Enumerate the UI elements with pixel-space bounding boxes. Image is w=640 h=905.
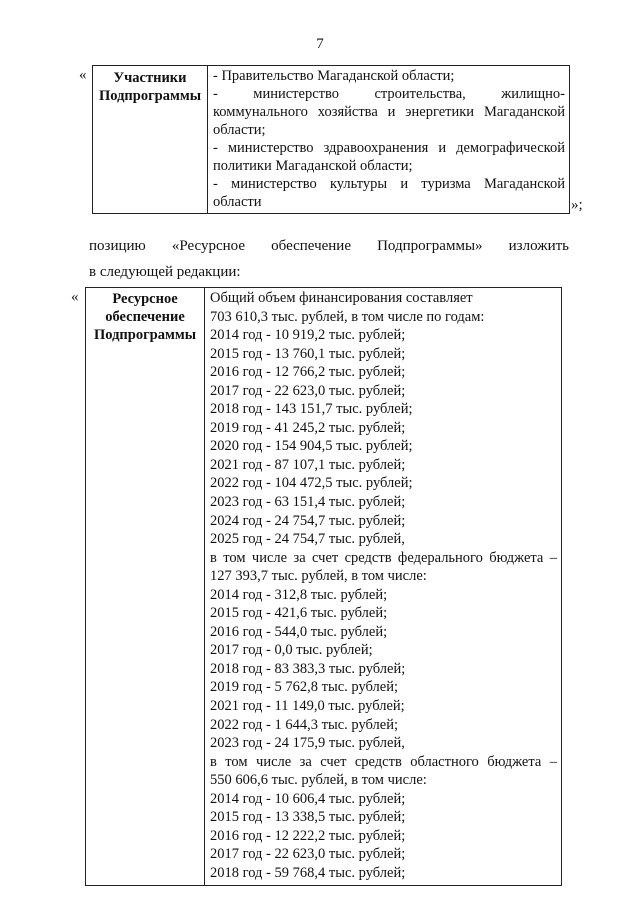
text-line: 2017 год - 22 623,0 тыс. рублей;	[210, 846, 406, 863]
open-quote-2: «	[71, 289, 79, 305]
text-line: 2015 год - 13 338,5 тыс. рублей;	[210, 809, 406, 826]
participants-table	[92, 65, 570, 214]
text-line: области;	[213, 122, 266, 138]
participants-header	[93, 66, 208, 214]
text-line: 2023 год - 63 151,4 тыс. рублей;	[210, 494, 406, 511]
text-line: 2021 год - 87 107,1 тыс. рублей;	[210, 456, 406, 473]
text-line: в том числе за счет средств областного бюджета –	[210, 753, 557, 770]
participants-header-line: Подпрограммы	[98, 88, 202, 104]
text-line: 2024 год - 24 754,7 тыс. рублей;	[210, 512, 406, 529]
text-line: 2017 год - 0,0 тыс. рублей;	[210, 642, 373, 659]
text-line: - министерство культуры и туризма Магаданской	[213, 176, 565, 192]
resources-list	[205, 288, 562, 886]
text-line: коммунального хозяйства и энергетики Магаданской	[213, 104, 565, 120]
text-line: 703 610,3 тыс. рублей, в том числе по годам:	[210, 308, 485, 325]
text-line: 2016 год - 12 766,2 тыс. рублей;	[210, 364, 406, 381]
text-line: 2022 год - 1 644,3 тыс. рублей;	[210, 716, 398, 733]
text-line: 2014 год - 10 919,2 тыс. рублей;	[210, 327, 406, 344]
text-line: в том числе за счет средств федерального бюджета –	[210, 549, 557, 566]
text-line: - министерство строительства, жилищно-	[213, 86, 565, 102]
text-line: политики Магаданской области;	[213, 158, 413, 174]
resources-header-line: обеспечение	[105, 309, 185, 325]
text-line: 2018 год - 83 383,3 тыс. рублей;	[210, 660, 406, 677]
open-quote-1: «	[79, 67, 87, 83]
resources-table	[85, 287, 562, 886]
participants-list	[208, 66, 570, 214]
page-number: 7	[316, 36, 324, 52]
text-line: 2015 год - 13 760,1 тыс. рублей;	[210, 345, 406, 362]
text-line: 127 393,7 тыс. рублей, в том числе:	[210, 568, 427, 585]
text-line: 2019 год - 41 245,2 тыс. рублей;	[210, 419, 406, 436]
text-line: - Правительство Магаданской области;	[213, 68, 455, 84]
text-line: 2021 год - 11 149,0 тыс. рублей;	[210, 698, 405, 715]
text-line: 2016 год - 12 222,2 тыс. рублей;	[210, 827, 406, 844]
text-line: области	[213, 194, 262, 210]
text-line: Общий объем финансирования составляет	[210, 290, 473, 306]
participants-header-line: Участники	[113, 70, 187, 86]
text-line: 2023 год - 24 175,9 тыс. рублей,	[210, 735, 405, 752]
text-line: - министерство здравоохранения и демографической	[213, 140, 565, 156]
text-line: 2016 год - 544,0 тыс. рублей;	[210, 623, 388, 640]
resources-header-line: Ресурсное	[112, 291, 178, 307]
text-line: 2018 год - 143 151,7 тыс. рублей;	[210, 401, 413, 418]
text-line: 2014 год - 312,8 тыс. рублей;	[210, 586, 388, 603]
resources-header	[86, 288, 205, 886]
resources-header-line: Подпрограммы	[93, 327, 197, 343]
text-line: 2017 год - 22 623,0 тыс. рублей;	[210, 382, 406, 399]
text-line: 550 606,6 тыс. рублей, в том числе:	[210, 772, 427, 789]
intro-line-2: в следующей редакции:	[89, 264, 241, 280]
text-line: 2020 год - 154 904,5 тыс. рублей;	[210, 438, 413, 455]
text-line: 2019 год - 5 762,8 тыс. рублей;	[210, 679, 398, 696]
text-line: 2022 год - 104 472,5 тыс. рублей;	[210, 475, 413, 492]
text-line: 2015 год - 421,6 тыс. рублей;	[210, 605, 388, 622]
text-line: 2025 год - 24 754,7 тыс. рублей,	[210, 531, 405, 548]
text-line: 2018 год - 59 768,4 тыс. рублей;	[210, 864, 406, 881]
intro-line-1: позицию «Ресурсное обеспечение Подпрограммы» изложить	[89, 238, 569, 254]
text-line: 2014 год - 10 606,4 тыс. рублей;	[210, 790, 406, 807]
close-quote: »;	[571, 197, 583, 213]
